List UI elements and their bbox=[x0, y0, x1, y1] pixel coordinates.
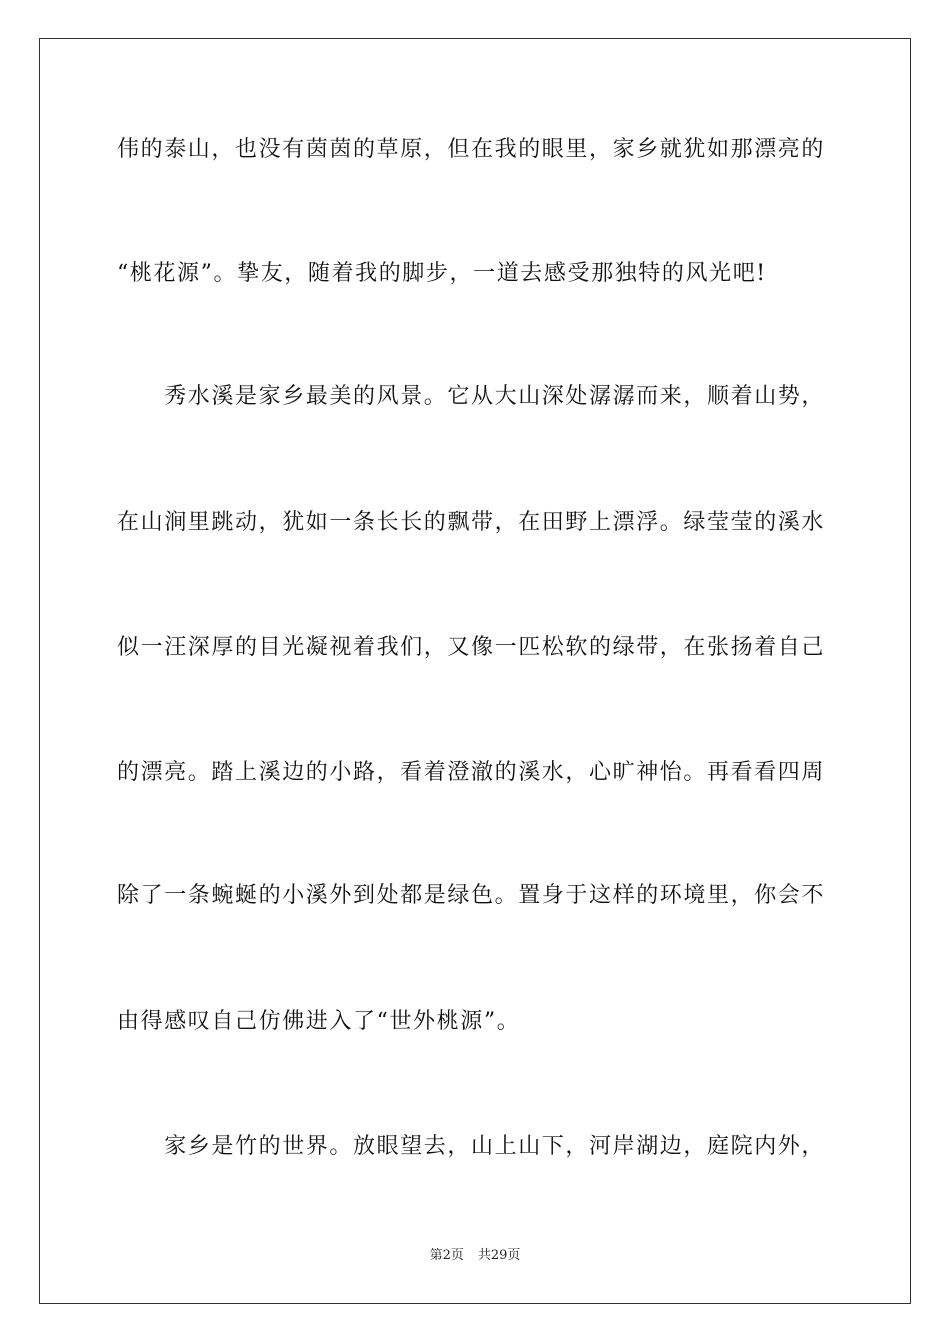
text-line: 秀水溪是家乡最美的风景。它从大山深处潺潺而来，顺着山势， bbox=[117, 384, 826, 409]
text-line: 由得感叹自己仿佛进入了“世外桃源”。 bbox=[117, 1009, 521, 1034]
text-line: 似一汪深厚的目光凝视着我们，又像一匹松软的绿带，在张扬着自己 bbox=[117, 635, 826, 660]
text-line: 除了一条蜿蜒的小溪外到处都是绿色。置身于这样的环境里，你会不 bbox=[117, 883, 826, 908]
text-line: 在山涧里跳动，犹如一条长长的飘带，在田野上漂浮。绿莹莹的溪水 bbox=[117, 510, 826, 535]
page-frame bbox=[39, 38, 911, 1304]
page-footer bbox=[0, 1247, 950, 1265]
text-line: 的漂亮。踏上溪边的小路，看着澄澈的溪水，心旷神怡。再看看四周 bbox=[117, 760, 826, 785]
text-line: 伟的泰山，也没有茵茵的草原，但在我的眼里，家乡就犹如那漂亮的 bbox=[117, 137, 826, 162]
page-total: 共29页 bbox=[477, 1248, 521, 1263]
text-line: “桃花源”。挚友，随着我的脚步，一道去感受那独特的风光吧! bbox=[117, 261, 767, 286]
text-line: 家乡是竹的世界。放眼望去，山上山下，河岸湖边，庭院内外， bbox=[117, 1134, 826, 1159]
page-number: 第2页 bbox=[429, 1248, 464, 1263]
